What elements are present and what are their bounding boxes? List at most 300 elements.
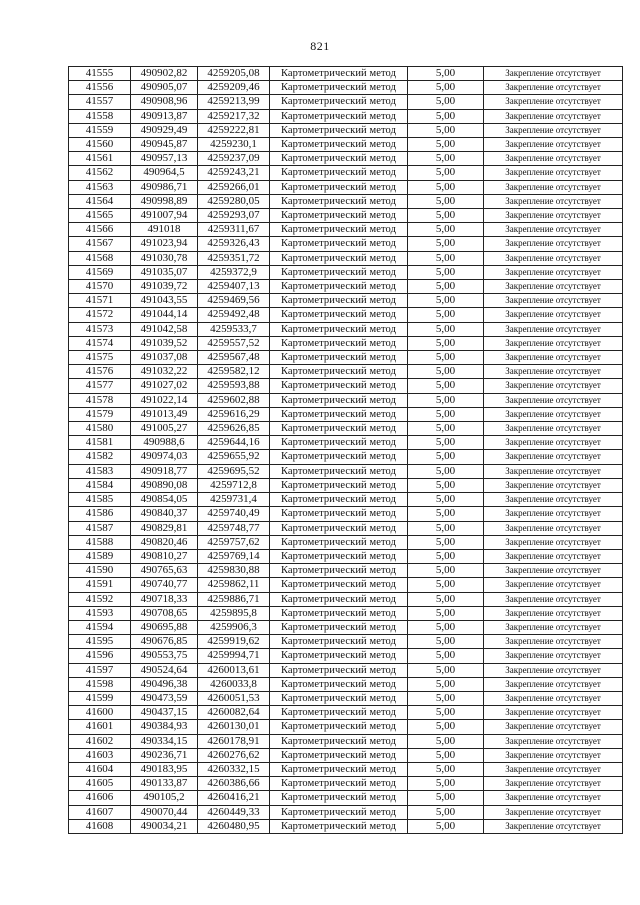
error-cell: 5,00 xyxy=(408,336,484,350)
error-cell: 5,00 xyxy=(408,649,484,663)
error-cell: 5,00 xyxy=(408,805,484,819)
table-row xyxy=(69,152,623,166)
error-cell: 5,00 xyxy=(408,606,484,620)
error-cell: 5,00 xyxy=(408,152,484,166)
point-number-cell: 41559 xyxy=(69,123,131,137)
fixing-cell: Закрепление отсутствует xyxy=(484,734,623,748)
fixing-cell: Закрепление отсутствует xyxy=(484,294,623,308)
y-coordinate-cell: 4259712,8 xyxy=(198,478,270,492)
method-cell: Картометрический метод xyxy=(270,294,408,308)
y-coordinate-cell: 4259533,7 xyxy=(198,322,270,336)
x-coordinate-cell: 490695,88 xyxy=(131,620,198,634)
point-number-cell: 41575 xyxy=(69,351,131,365)
x-coordinate-cell: 490384,93 xyxy=(131,720,198,734)
x-coordinate-cell: 490034,21 xyxy=(131,819,198,833)
error-cell: 5,00 xyxy=(408,450,484,464)
error-cell: 5,00 xyxy=(408,209,484,223)
point-number-cell: 41570 xyxy=(69,280,131,294)
point-number-cell: 41579 xyxy=(69,407,131,421)
method-cell: Картометрический метод xyxy=(270,67,408,81)
error-cell: 5,00 xyxy=(408,194,484,208)
method-cell: Картометрический метод xyxy=(270,592,408,606)
fixing-cell: Закрепление отсутствует xyxy=(484,819,623,833)
error-cell: 5,00 xyxy=(408,620,484,634)
x-coordinate-cell: 490854,05 xyxy=(131,493,198,507)
fixing-cell: Закрепление отсутствует xyxy=(484,152,623,166)
fixing-cell: Закрепление отсутствует xyxy=(484,109,623,123)
point-number-cell: 41562 xyxy=(69,166,131,180)
x-coordinate-cell: 490676,85 xyxy=(131,635,198,649)
table-row xyxy=(69,365,623,379)
x-coordinate-cell: 491032,22 xyxy=(131,365,198,379)
x-coordinate-cell: 491044,14 xyxy=(131,308,198,322)
error-cell: 5,00 xyxy=(408,578,484,592)
y-coordinate-cell: 4259895,8 xyxy=(198,606,270,620)
error-cell: 5,00 xyxy=(408,791,484,805)
method-cell: Картометрический метод xyxy=(270,436,408,450)
table-row xyxy=(69,635,623,649)
point-number-cell: 41571 xyxy=(69,294,131,308)
error-cell: 5,00 xyxy=(408,379,484,393)
error-cell: 5,00 xyxy=(408,294,484,308)
y-coordinate-cell: 4259695,52 xyxy=(198,464,270,478)
x-coordinate-cell: 490765,63 xyxy=(131,564,198,578)
fixing-cell: Закрепление отсутствует xyxy=(484,762,623,776)
y-coordinate-cell: 4260051,53 xyxy=(198,691,270,705)
y-coordinate-cell: 4259626,85 xyxy=(198,422,270,436)
fixing-cell: Закрепление отсутствует xyxy=(484,251,623,265)
fixing-cell: Закрепление отсутствует xyxy=(484,308,623,322)
method-cell: Картометрический метод xyxy=(270,635,408,649)
method-cell: Картометрический метод xyxy=(270,791,408,805)
fixing-cell: Закрепление отсутствует xyxy=(484,564,623,578)
x-coordinate-cell: 490929,49 xyxy=(131,123,198,137)
point-number-cell: 41577 xyxy=(69,379,131,393)
point-number-cell: 41561 xyxy=(69,152,131,166)
method-cell: Картометрический метод xyxy=(270,706,408,720)
method-cell: Картометрический метод xyxy=(270,265,408,279)
x-coordinate-cell: 490718,33 xyxy=(131,592,198,606)
table-row xyxy=(69,592,623,606)
point-number-cell: 41568 xyxy=(69,251,131,265)
error-cell: 5,00 xyxy=(408,351,484,365)
x-coordinate-cell: 491018 xyxy=(131,223,198,237)
table-row xyxy=(69,706,623,720)
point-number-cell: 41589 xyxy=(69,549,131,563)
method-cell: Картометрический метод xyxy=(270,280,408,294)
x-coordinate-cell: 491035,07 xyxy=(131,265,198,279)
point-number-cell: 41574 xyxy=(69,336,131,350)
error-cell: 5,00 xyxy=(408,280,484,294)
error-cell: 5,00 xyxy=(408,180,484,194)
y-coordinate-cell: 4259209,46 xyxy=(198,81,270,95)
y-coordinate-cell: 4260449,33 xyxy=(198,805,270,819)
x-coordinate-cell: 490988,6 xyxy=(131,436,198,450)
table-row xyxy=(69,95,623,109)
table-row xyxy=(69,308,623,322)
point-number-cell: 41588 xyxy=(69,535,131,549)
table-row xyxy=(69,777,623,791)
fixing-cell: Закрепление отсутствует xyxy=(484,507,623,521)
table-row xyxy=(69,194,623,208)
method-cell: Картометрический метод xyxy=(270,209,408,223)
x-coordinate-cell: 491023,94 xyxy=(131,237,198,251)
method-cell: Картометрический метод xyxy=(270,720,408,734)
x-coordinate-cell: 490945,87 xyxy=(131,138,198,152)
method-cell: Картометрический метод xyxy=(270,521,408,535)
x-coordinate-cell: 490964,5 xyxy=(131,166,198,180)
error-cell: 5,00 xyxy=(408,67,484,81)
method-cell: Картометрический метод xyxy=(270,549,408,563)
error-cell: 5,00 xyxy=(408,549,484,563)
method-cell: Картометрический метод xyxy=(270,81,408,95)
point-number-cell: 41573 xyxy=(69,322,131,336)
fixing-cell: Закрепление отсутствует xyxy=(484,620,623,634)
method-cell: Картометрический метод xyxy=(270,138,408,152)
method-cell: Картометрический метод xyxy=(270,166,408,180)
y-coordinate-cell: 4259213,99 xyxy=(198,95,270,109)
method-cell: Картометрический метод xyxy=(270,223,408,237)
x-coordinate-cell: 490183,95 xyxy=(131,762,198,776)
table-row xyxy=(69,180,623,194)
point-number-cell: 41601 xyxy=(69,720,131,734)
point-number-cell: 41603 xyxy=(69,748,131,762)
error-cell: 5,00 xyxy=(408,81,484,95)
error-cell: 5,00 xyxy=(408,166,484,180)
error-cell: 5,00 xyxy=(408,265,484,279)
table-row xyxy=(69,407,623,421)
x-coordinate-cell: 490890,08 xyxy=(131,478,198,492)
table-row xyxy=(69,762,623,776)
fixing-cell: Закрепление отсутствует xyxy=(484,663,623,677)
y-coordinate-cell: 4259757,62 xyxy=(198,535,270,549)
x-coordinate-cell: 491030,78 xyxy=(131,251,198,265)
error-cell: 5,00 xyxy=(408,365,484,379)
method-cell: Картометрический метод xyxy=(270,251,408,265)
method-cell: Картометрический метод xyxy=(270,606,408,620)
fixing-cell: Закрепление отсутствует xyxy=(484,95,623,109)
fixing-cell: Закрепление отсутствует xyxy=(484,123,623,137)
x-coordinate-cell: 491043,55 xyxy=(131,294,198,308)
page-number: 821 xyxy=(310,39,330,53)
x-coordinate-cell: 490236,71 xyxy=(131,748,198,762)
x-coordinate-cell: 490473,59 xyxy=(131,691,198,705)
point-number-cell: 41583 xyxy=(69,464,131,478)
y-coordinate-cell: 4260332,15 xyxy=(198,762,270,776)
y-coordinate-cell: 4259731,4 xyxy=(198,493,270,507)
fixing-cell: Закрепление отсутствует xyxy=(484,748,623,762)
error-cell: 5,00 xyxy=(408,436,484,450)
y-coordinate-cell: 4259862,11 xyxy=(198,578,270,592)
point-number-cell: 41600 xyxy=(69,706,131,720)
x-coordinate-cell: 490957,13 xyxy=(131,152,198,166)
fixing-cell: Закрепление отсутствует xyxy=(484,166,623,180)
error-cell: 5,00 xyxy=(408,493,484,507)
point-number-cell: 41557 xyxy=(69,95,131,109)
table-row xyxy=(69,720,623,734)
fixing-cell: Закрепление отсутствует xyxy=(484,677,623,691)
x-coordinate-cell: 491013,49 xyxy=(131,407,198,421)
y-coordinate-cell: 4259266,01 xyxy=(198,180,270,194)
x-coordinate-cell: 490437,15 xyxy=(131,706,198,720)
table-row xyxy=(69,677,623,691)
fixing-cell: Закрепление отсутствует xyxy=(484,777,623,791)
x-coordinate-cell: 490829,81 xyxy=(131,521,198,535)
y-coordinate-cell: 4260130,01 xyxy=(198,720,270,734)
y-coordinate-cell: 4259237,09 xyxy=(198,152,270,166)
table-row xyxy=(69,606,623,620)
table-row xyxy=(69,138,623,152)
error-cell: 5,00 xyxy=(408,691,484,705)
y-coordinate-cell: 4260033,8 xyxy=(198,677,270,691)
method-cell: Картометрический метод xyxy=(270,677,408,691)
point-number-cell: 41560 xyxy=(69,138,131,152)
table-row xyxy=(69,620,623,634)
error-cell: 5,00 xyxy=(408,237,484,251)
x-coordinate-cell: 490524,64 xyxy=(131,663,198,677)
point-number-cell: 41595 xyxy=(69,635,131,649)
point-number-cell: 41597 xyxy=(69,663,131,677)
y-coordinate-cell: 4259830,88 xyxy=(198,564,270,578)
x-coordinate-cell: 490913,87 xyxy=(131,109,198,123)
x-coordinate-cell: 490840,37 xyxy=(131,507,198,521)
y-coordinate-cell: 4259217,32 xyxy=(198,109,270,123)
fixing-cell: Закрепление отсутствует xyxy=(484,407,623,421)
point-number-cell: 41592 xyxy=(69,592,131,606)
point-number-cell: 41582 xyxy=(69,450,131,464)
x-coordinate-cell: 491037,08 xyxy=(131,351,198,365)
point-number-cell: 41556 xyxy=(69,81,131,95)
table-row xyxy=(69,805,623,819)
method-cell: Картометрический метод xyxy=(270,535,408,549)
fixing-cell: Закрепление отсутствует xyxy=(484,138,623,152)
fixing-cell: Закрепление отсутствует xyxy=(484,649,623,663)
point-number-cell: 41602 xyxy=(69,734,131,748)
method-cell: Картометрический метод xyxy=(270,379,408,393)
table-row xyxy=(69,67,623,81)
error-cell: 5,00 xyxy=(408,422,484,436)
y-coordinate-cell: 4259655,92 xyxy=(198,450,270,464)
fixing-cell: Закрепление отсутствует xyxy=(484,223,623,237)
x-coordinate-cell: 491027,02 xyxy=(131,379,198,393)
method-cell: Картометрический метод xyxy=(270,777,408,791)
y-coordinate-cell: 4259407,13 xyxy=(198,280,270,294)
table-row xyxy=(69,251,623,265)
table-row xyxy=(69,521,623,535)
x-coordinate-cell: 491042,58 xyxy=(131,322,198,336)
x-coordinate-cell: 491022,14 xyxy=(131,393,198,407)
point-number-cell: 41580 xyxy=(69,422,131,436)
fixing-cell: Закрепление отсутствует xyxy=(484,365,623,379)
point-number-cell: 41563 xyxy=(69,180,131,194)
method-cell: Картометрический метод xyxy=(270,365,408,379)
table-row xyxy=(69,294,623,308)
y-coordinate-cell: 4259492,48 xyxy=(198,308,270,322)
point-number-cell: 41581 xyxy=(69,436,131,450)
error-cell: 5,00 xyxy=(408,677,484,691)
table-row xyxy=(69,265,623,279)
method-cell: Картометрический метод xyxy=(270,762,408,776)
point-number-cell: 41566 xyxy=(69,223,131,237)
point-number-cell: 41598 xyxy=(69,677,131,691)
fixing-cell: Закрепление отсутствует xyxy=(484,322,623,336)
y-coordinate-cell: 4259740,49 xyxy=(198,507,270,521)
fixing-cell: Закрепление отсутствует xyxy=(484,720,623,734)
y-coordinate-cell: 4260416,21 xyxy=(198,791,270,805)
point-number-cell: 41567 xyxy=(69,237,131,251)
y-coordinate-cell: 4259593,88 xyxy=(198,379,270,393)
method-cell: Картометрический метод xyxy=(270,308,408,322)
coordinates-table-body xyxy=(69,67,623,834)
x-coordinate-cell: 490105,2 xyxy=(131,791,198,805)
method-cell: Картометрический метод xyxy=(270,691,408,705)
point-number-cell: 41564 xyxy=(69,194,131,208)
method-cell: Картометрический метод xyxy=(270,422,408,436)
table-row xyxy=(69,535,623,549)
error-cell: 5,00 xyxy=(408,762,484,776)
fixing-cell: Закрепление отсутствует xyxy=(484,691,623,705)
fixing-cell: Закрепление отсутствует xyxy=(484,464,623,478)
method-cell: Картометрический метод xyxy=(270,805,408,819)
table-row xyxy=(69,734,623,748)
y-coordinate-cell: 4259280,05 xyxy=(198,194,270,208)
x-coordinate-cell: 491005,27 xyxy=(131,422,198,436)
table-row xyxy=(69,280,623,294)
table-row xyxy=(69,109,623,123)
point-number-cell: 41591 xyxy=(69,578,131,592)
x-coordinate-cell: 490496,38 xyxy=(131,677,198,691)
error-cell: 5,00 xyxy=(408,223,484,237)
y-coordinate-cell: 4259311,67 xyxy=(198,223,270,237)
y-coordinate-cell: 4260480,95 xyxy=(198,819,270,833)
y-coordinate-cell: 4259582,12 xyxy=(198,365,270,379)
fixing-cell: Закрепление отсутствует xyxy=(484,805,623,819)
table-row xyxy=(69,663,623,677)
y-coordinate-cell: 4259293,07 xyxy=(198,209,270,223)
method-cell: Картометрический метод xyxy=(270,564,408,578)
error-cell: 5,00 xyxy=(408,748,484,762)
point-number-cell: 41558 xyxy=(69,109,131,123)
error-cell: 5,00 xyxy=(408,535,484,549)
y-coordinate-cell: 4259748,77 xyxy=(198,521,270,535)
method-cell: Картометрический метод xyxy=(270,507,408,521)
y-coordinate-cell: 4259886,71 xyxy=(198,592,270,606)
error-cell: 5,00 xyxy=(408,95,484,109)
table-row xyxy=(69,237,623,251)
method-cell: Картометрический метод xyxy=(270,123,408,137)
point-number-cell: 41572 xyxy=(69,308,131,322)
x-coordinate-cell: 490553,75 xyxy=(131,649,198,663)
error-cell: 5,00 xyxy=(408,109,484,123)
fixing-cell: Закрепление отсутствует xyxy=(484,351,623,365)
point-number-cell: 41578 xyxy=(69,393,131,407)
method-cell: Картометрический метод xyxy=(270,194,408,208)
x-coordinate-cell: 490334,15 xyxy=(131,734,198,748)
y-coordinate-cell: 4260178,91 xyxy=(198,734,270,748)
fixing-cell: Закрепление отсутствует xyxy=(484,67,623,81)
fixing-cell: Закрепление отсутствует xyxy=(484,436,623,450)
y-coordinate-cell: 4259616,29 xyxy=(198,407,270,421)
error-cell: 5,00 xyxy=(408,592,484,606)
fixing-cell: Закрепление отсутствует xyxy=(484,194,623,208)
method-cell: Картометрический метод xyxy=(270,450,408,464)
method-cell: Картометрический метод xyxy=(270,649,408,663)
y-coordinate-cell: 4260386,66 xyxy=(198,777,270,791)
y-coordinate-cell: 4259326,43 xyxy=(198,237,270,251)
y-coordinate-cell: 4259644,16 xyxy=(198,436,270,450)
y-coordinate-cell: 4260082,64 xyxy=(198,706,270,720)
x-coordinate-cell: 490918,77 xyxy=(131,464,198,478)
error-cell: 5,00 xyxy=(408,123,484,137)
method-cell: Картометрический метод xyxy=(270,748,408,762)
point-number-cell: 41599 xyxy=(69,691,131,705)
method-cell: Картометрический метод xyxy=(270,493,408,507)
y-coordinate-cell: 4259994,71 xyxy=(198,649,270,663)
y-coordinate-cell: 4259230,1 xyxy=(198,138,270,152)
fixing-cell: Закрепление отсутствует xyxy=(484,791,623,805)
y-coordinate-cell: 4259372,9 xyxy=(198,265,270,279)
error-cell: 5,00 xyxy=(408,507,484,521)
method-cell: Картометрический метод xyxy=(270,663,408,677)
method-cell: Картометрический метод xyxy=(270,180,408,194)
y-coordinate-cell: 4259557,52 xyxy=(198,336,270,350)
table-row xyxy=(69,436,623,450)
point-number-cell: 41585 xyxy=(69,493,131,507)
error-cell: 5,00 xyxy=(408,464,484,478)
error-cell: 5,00 xyxy=(408,393,484,407)
method-cell: Картометрический метод xyxy=(270,393,408,407)
method-cell: Картометрический метод xyxy=(270,152,408,166)
point-number-cell: 41565 xyxy=(69,209,131,223)
fixing-cell: Закрепление отсутствует xyxy=(484,209,623,223)
point-number-cell: 41608 xyxy=(69,819,131,833)
x-coordinate-cell: 490070,44 xyxy=(131,805,198,819)
y-coordinate-cell: 4259769,14 xyxy=(198,549,270,563)
table-row xyxy=(69,578,623,592)
x-coordinate-cell: 490986,71 xyxy=(131,180,198,194)
method-cell: Картометрический метод xyxy=(270,95,408,109)
x-coordinate-cell: 491039,52 xyxy=(131,336,198,350)
method-cell: Картометрический метод xyxy=(270,578,408,592)
fixing-cell: Закрепление отсутствует xyxy=(484,592,623,606)
fixing-cell: Закрепление отсутствует xyxy=(484,265,623,279)
coordinates-table xyxy=(68,66,623,834)
x-coordinate-cell: 490810,27 xyxy=(131,549,198,563)
y-coordinate-cell: 4259222,81 xyxy=(198,123,270,137)
error-cell: 5,00 xyxy=(408,308,484,322)
table-row xyxy=(69,748,623,762)
error-cell: 5,00 xyxy=(408,478,484,492)
x-coordinate-cell: 490905,07 xyxy=(131,81,198,95)
y-coordinate-cell: 4259469,56 xyxy=(198,294,270,308)
error-cell: 5,00 xyxy=(408,138,484,152)
fixing-cell: Закрепление отсутствует xyxy=(484,280,623,294)
point-number-cell: 41593 xyxy=(69,606,131,620)
table-row xyxy=(69,791,623,805)
x-coordinate-cell: 490820,46 xyxy=(131,535,198,549)
point-number-cell: 41607 xyxy=(69,805,131,819)
method-cell: Картометрический метод xyxy=(270,407,408,421)
table-row xyxy=(69,336,623,350)
fixing-cell: Закрепление отсутствует xyxy=(484,706,623,720)
table-row xyxy=(69,464,623,478)
fixing-cell: Закрепление отсутствует xyxy=(484,180,623,194)
table-row xyxy=(69,209,623,223)
point-number-cell: 41590 xyxy=(69,564,131,578)
fixing-cell: Закрепление отсутствует xyxy=(484,478,623,492)
point-number-cell: 41555 xyxy=(69,67,131,81)
table-row xyxy=(69,351,623,365)
